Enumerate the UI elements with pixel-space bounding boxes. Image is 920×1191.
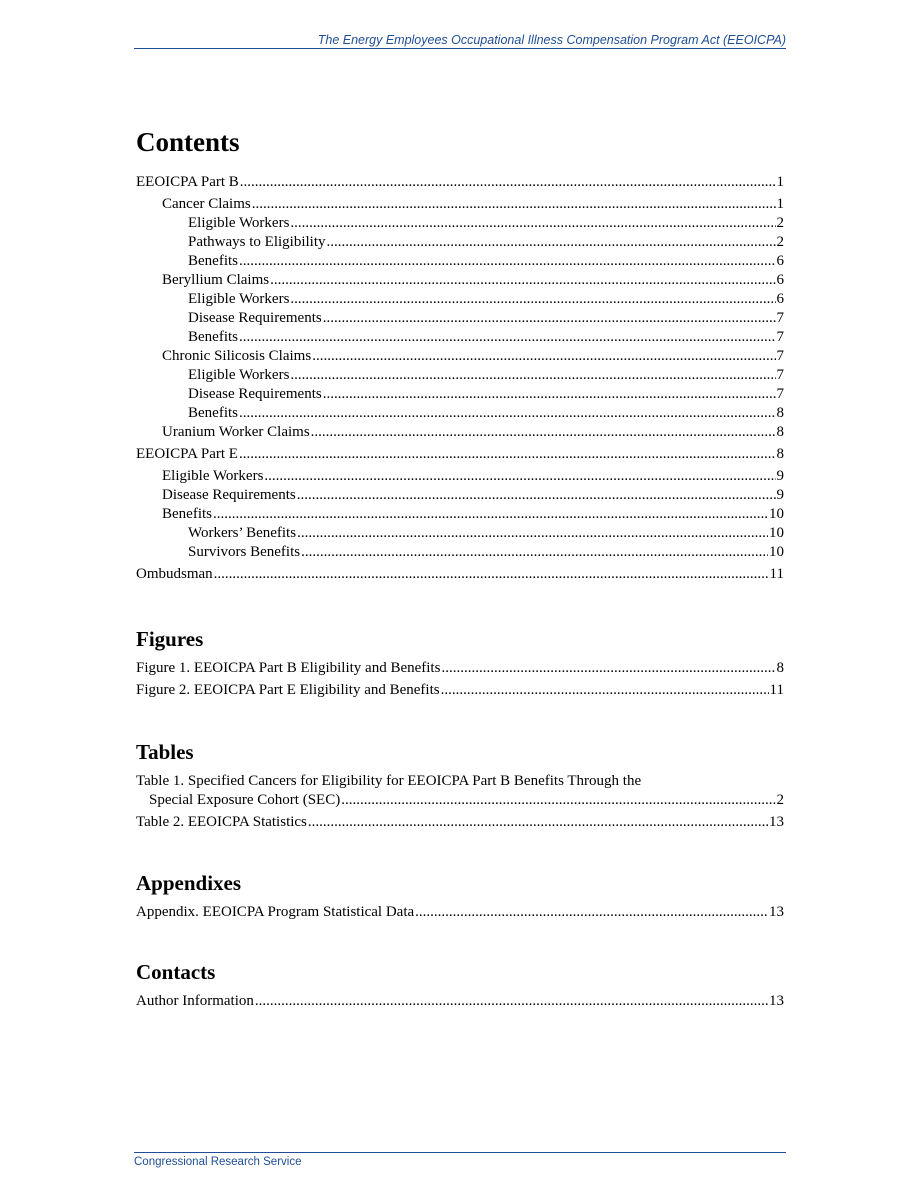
toc-entry-author-information[interactable]: Author Information ..... 13 <box>136 992 784 1011</box>
toc-entry-part-e-disease[interactable]: Disease Requirements ..... 9 <box>136 486 784 505</box>
running-footer <box>134 1152 786 1168</box>
toc-entry-cancer-claims[interactable]: Cancer Claims ..... 1 <box>136 195 784 214</box>
table-of-contents <box>136 126 784 1011</box>
header-title: The Energy Employees Occupational Illness Compensation Program Act (EEOICPA) <box>317 33 786 47</box>
toc-entry-silicosis-eligible-workers[interactable]: Eligible Workers ..... 7 <box>136 366 784 385</box>
toc-entry-beryllium-eligible-workers[interactable]: Eligible Workers ..... 6 <box>136 290 784 309</box>
contacts-list <box>136 992 784 1011</box>
toc-entry-figure-1[interactable]: Figure 1. EEOICPA Part B Eligibility and Benefits ..... 8 <box>136 659 784 678</box>
toc-entry-silicosis-claims[interactable]: Chronic Silicosis Claims ..... 7 <box>136 347 784 366</box>
toc-entry-pathways[interactable]: Pathways to Eligibility ..... 2 <box>136 233 784 252</box>
toc-entry-beryllium-benefits[interactable]: Benefits ..... 7 <box>136 328 784 347</box>
toc-entry-beryllium-disease[interactable]: Disease Requirements ..... 7 <box>136 309 784 328</box>
toc-entry-beryllium-claims[interactable]: Beryllium Claims ..... 6 <box>136 271 784 290</box>
contents-list <box>136 173 784 584</box>
appendixes-list <box>136 903 784 922</box>
figures-heading: Figures <box>136 627 204 651</box>
footer-text: Congressional Research Service <box>134 1156 302 1168</box>
toc-entry-ombudsman[interactable]: Ombudsman ..... 11 <box>136 565 784 584</box>
contents-heading: Contents <box>136 127 240 157</box>
toc-entry-figure-2[interactable]: Figure 2. EEOICPA Part E Eligibility and Benefits ..... 11 <box>136 681 784 700</box>
figures-list <box>136 659 784 700</box>
toc-entry-silicosis-disease[interactable]: Disease Requirements ..... 7 <box>136 385 784 404</box>
tables-list <box>136 772 784 832</box>
toc-entry-silicosis-benefits[interactable]: Benefits ..... 8 <box>136 404 784 423</box>
toc-entry-uranium-claims[interactable]: Uranium Worker Claims ..... 8 <box>136 423 784 442</box>
toc-entry-survivors-benefits[interactable]: Survivors Benefits ..... 10 <box>136 543 784 562</box>
toc-entry-part-b[interactable]: EEOICPA Part B ..... 1 <box>136 173 784 192</box>
table-1-title-line2: Special Exposure Cohort (SEC) <box>149 792 341 808</box>
toc-entry-cancer-benefits[interactable]: Benefits ..... 6 <box>136 252 784 271</box>
table-1-page: 2 <box>776 792 784 808</box>
tables-heading: Tables <box>136 740 194 764</box>
toc-entry-appendix[interactable]: Appendix. EEOICPA Program Statistical Data ..... 13 <box>136 903 784 922</box>
table-1-title-line1: Table 1. Specified Cancers for Eligibility for EEOICPA Part B Benefits Through the <box>136 773 642 789</box>
contacts-heading: Contacts <box>136 960 216 984</box>
toc-entry-part-e-eligible-workers[interactable]: Eligible Workers ..... 9 <box>136 467 784 486</box>
toc-entry-cancer-eligible-workers[interactable]: Eligible Workers ..... 2 <box>136 214 784 233</box>
toc-entry-part-e[interactable]: EEOICPA Part E ..... 8 <box>136 445 784 464</box>
toc-entry-part-e-benefits[interactable]: Benefits ..... 10 <box>136 505 784 524</box>
toc-entry-table-2[interactable]: Table 2. EEOICPA Statistics ..... 13 <box>136 813 784 832</box>
appendixes-heading: Appendixes <box>136 871 242 895</box>
running-header <box>134 33 786 49</box>
toc-entry-workers-benefits[interactable]: Workers’ Benefits ..... 10 <box>136 524 784 543</box>
toc-entry-table-1[interactable] <box>136 772 784 810</box>
